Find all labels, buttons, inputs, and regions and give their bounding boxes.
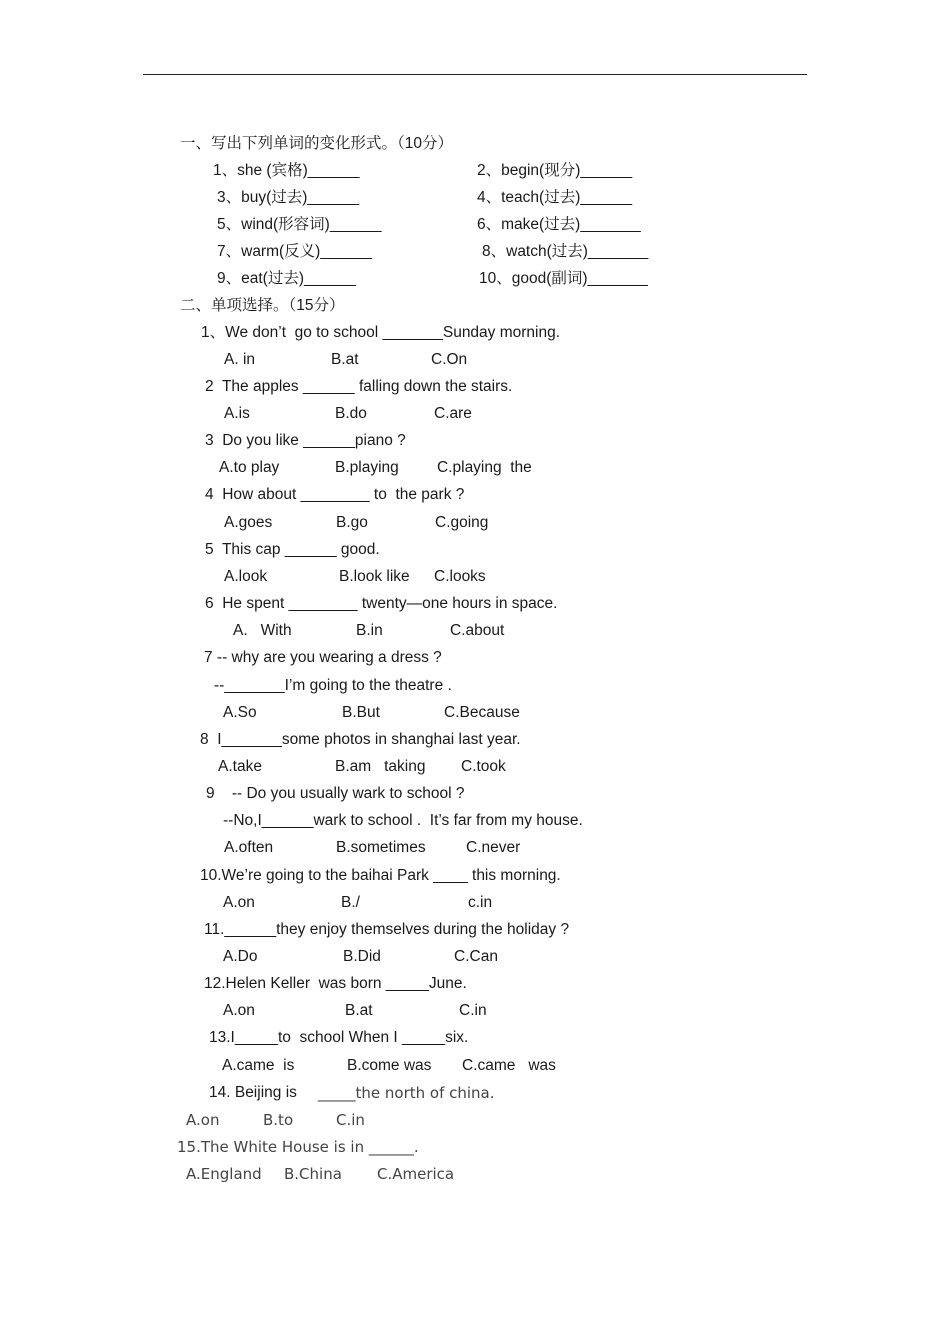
option-c: C.playing the: [437, 459, 532, 476]
question-15: 15.The White House is in ______.: [177, 1138, 419, 1156]
option-b: B.at: [331, 351, 359, 368]
option-b: B.sometimes: [336, 839, 426, 856]
question-1: 1、We don’t go to school _______Sunday morning.: [201, 324, 561, 341]
option-a: A.came is: [222, 1057, 295, 1074]
option-c: C.never: [466, 839, 521, 856]
word-item-8: 8、watch(过去)_______: [482, 243, 649, 260]
option-a: A. With: [233, 622, 292, 639]
word-item-9: 9、eat(过去)______: [217, 270, 356, 287]
option-a: A.is: [224, 405, 250, 422]
option-c: C.looks: [434, 568, 486, 585]
option-c: C.going: [435, 514, 489, 531]
word-item-4: 4、teach(过去)______: [477, 189, 633, 206]
option-a: A.goes: [224, 514, 273, 531]
question-6: 6 He spent ________ twenty—one hours in space.: [205, 595, 558, 612]
word-item-7: 7、warm(反义)______: [217, 243, 373, 260]
option-b: B.come was: [347, 1057, 432, 1074]
option-a: A.So: [223, 704, 257, 721]
option-a: A.on: [186, 1111, 220, 1129]
question-11: 11.______they enjoy themselves during the holiday ?: [204, 921, 570, 938]
question-4: 4 How about ________ to the park ?: [205, 486, 465, 503]
option-b: B.But: [342, 704, 380, 721]
option-b: B.China: [284, 1165, 342, 1183]
option-a: A.England: [186, 1165, 262, 1183]
question-3: 3 Do you like ______piano ?: [205, 432, 406, 449]
question-2: 2 The apples ______ falling down the stairs.: [205, 378, 513, 395]
option-c: C.Because: [444, 704, 520, 721]
header-rule: [143, 74, 807, 75]
word-item-10: 10、good(副词)_______: [479, 270, 648, 287]
word-item-5: 5、wind(形容词)______: [217, 216, 382, 233]
question-14-continuation: _____the north of china.: [318, 1084, 495, 1102]
question-12: 12.Helen Keller was born _____June.: [204, 975, 467, 992]
option-a: A.look: [224, 568, 268, 585]
question-5: 5 This cap ______ good.: [205, 541, 380, 558]
option-c: C.in: [459, 1002, 487, 1019]
option-b: B.at: [345, 1002, 373, 1019]
option-b: B.go: [336, 514, 368, 531]
option-b: B.do: [335, 405, 367, 422]
option-a: A. in: [224, 351, 256, 368]
option-c: C.came was: [462, 1057, 556, 1074]
option-c: C.in: [336, 1111, 365, 1129]
question-9-reply: --No,I______wark to school . It’s far from my house.: [223, 812, 583, 829]
option-a: A.on: [223, 1002, 255, 1019]
question-9: 9 -- Do you usually wark to school ?: [206, 785, 465, 802]
option-b: B./: [341, 894, 360, 911]
option-c: C.America: [377, 1165, 455, 1183]
option-b: B.to: [263, 1111, 294, 1129]
option-a: A.take: [218, 758, 262, 775]
option-b: B.in: [356, 622, 383, 639]
option-a: A.to play: [219, 459, 280, 476]
option-b: B.look like: [339, 568, 410, 585]
option-a: A.Do: [223, 948, 258, 965]
question-7-reply: --_______I’m going to the theatre .: [214, 677, 452, 694]
option-b: B.playing: [335, 459, 399, 476]
question-10: 10.We’re going to the baihai Park ____ this morning.: [200, 867, 561, 884]
option-b: B.am taking: [335, 758, 426, 775]
question-8: 8 I_______some photos in shanghai last year.: [200, 731, 521, 748]
section-1-title: 一、写出下列单词的变化形式。（10分）: [180, 135, 453, 152]
option-a: A.on: [223, 894, 255, 911]
option-c: C.are: [434, 405, 472, 422]
option-c: C.Can: [454, 948, 498, 965]
word-item-3: 3、buy(过去)______: [217, 189, 360, 206]
option-b: B.Did: [343, 948, 381, 965]
question-7: 7 -- why are you wearing a dress ?: [204, 649, 442, 666]
word-item-1: 1、she (宾格)______: [213, 162, 360, 179]
word-item-6: 6、make(过去)_______: [477, 216, 641, 233]
word-item-2: 2、begin(现分)______: [477, 162, 633, 179]
option-a: A.often: [224, 839, 274, 856]
option-c: C.about: [450, 622, 505, 639]
option-c: C.On: [431, 351, 468, 368]
question-14: 14. Beijing is: [209, 1084, 315, 1101]
question-13: 13.I_____to school When I _____six.: [209, 1029, 469, 1046]
section-2-title: 二、单项选择。（15分）: [180, 297, 345, 314]
option-c: c.in: [468, 894, 493, 911]
option-c: C.took: [461, 758, 506, 775]
